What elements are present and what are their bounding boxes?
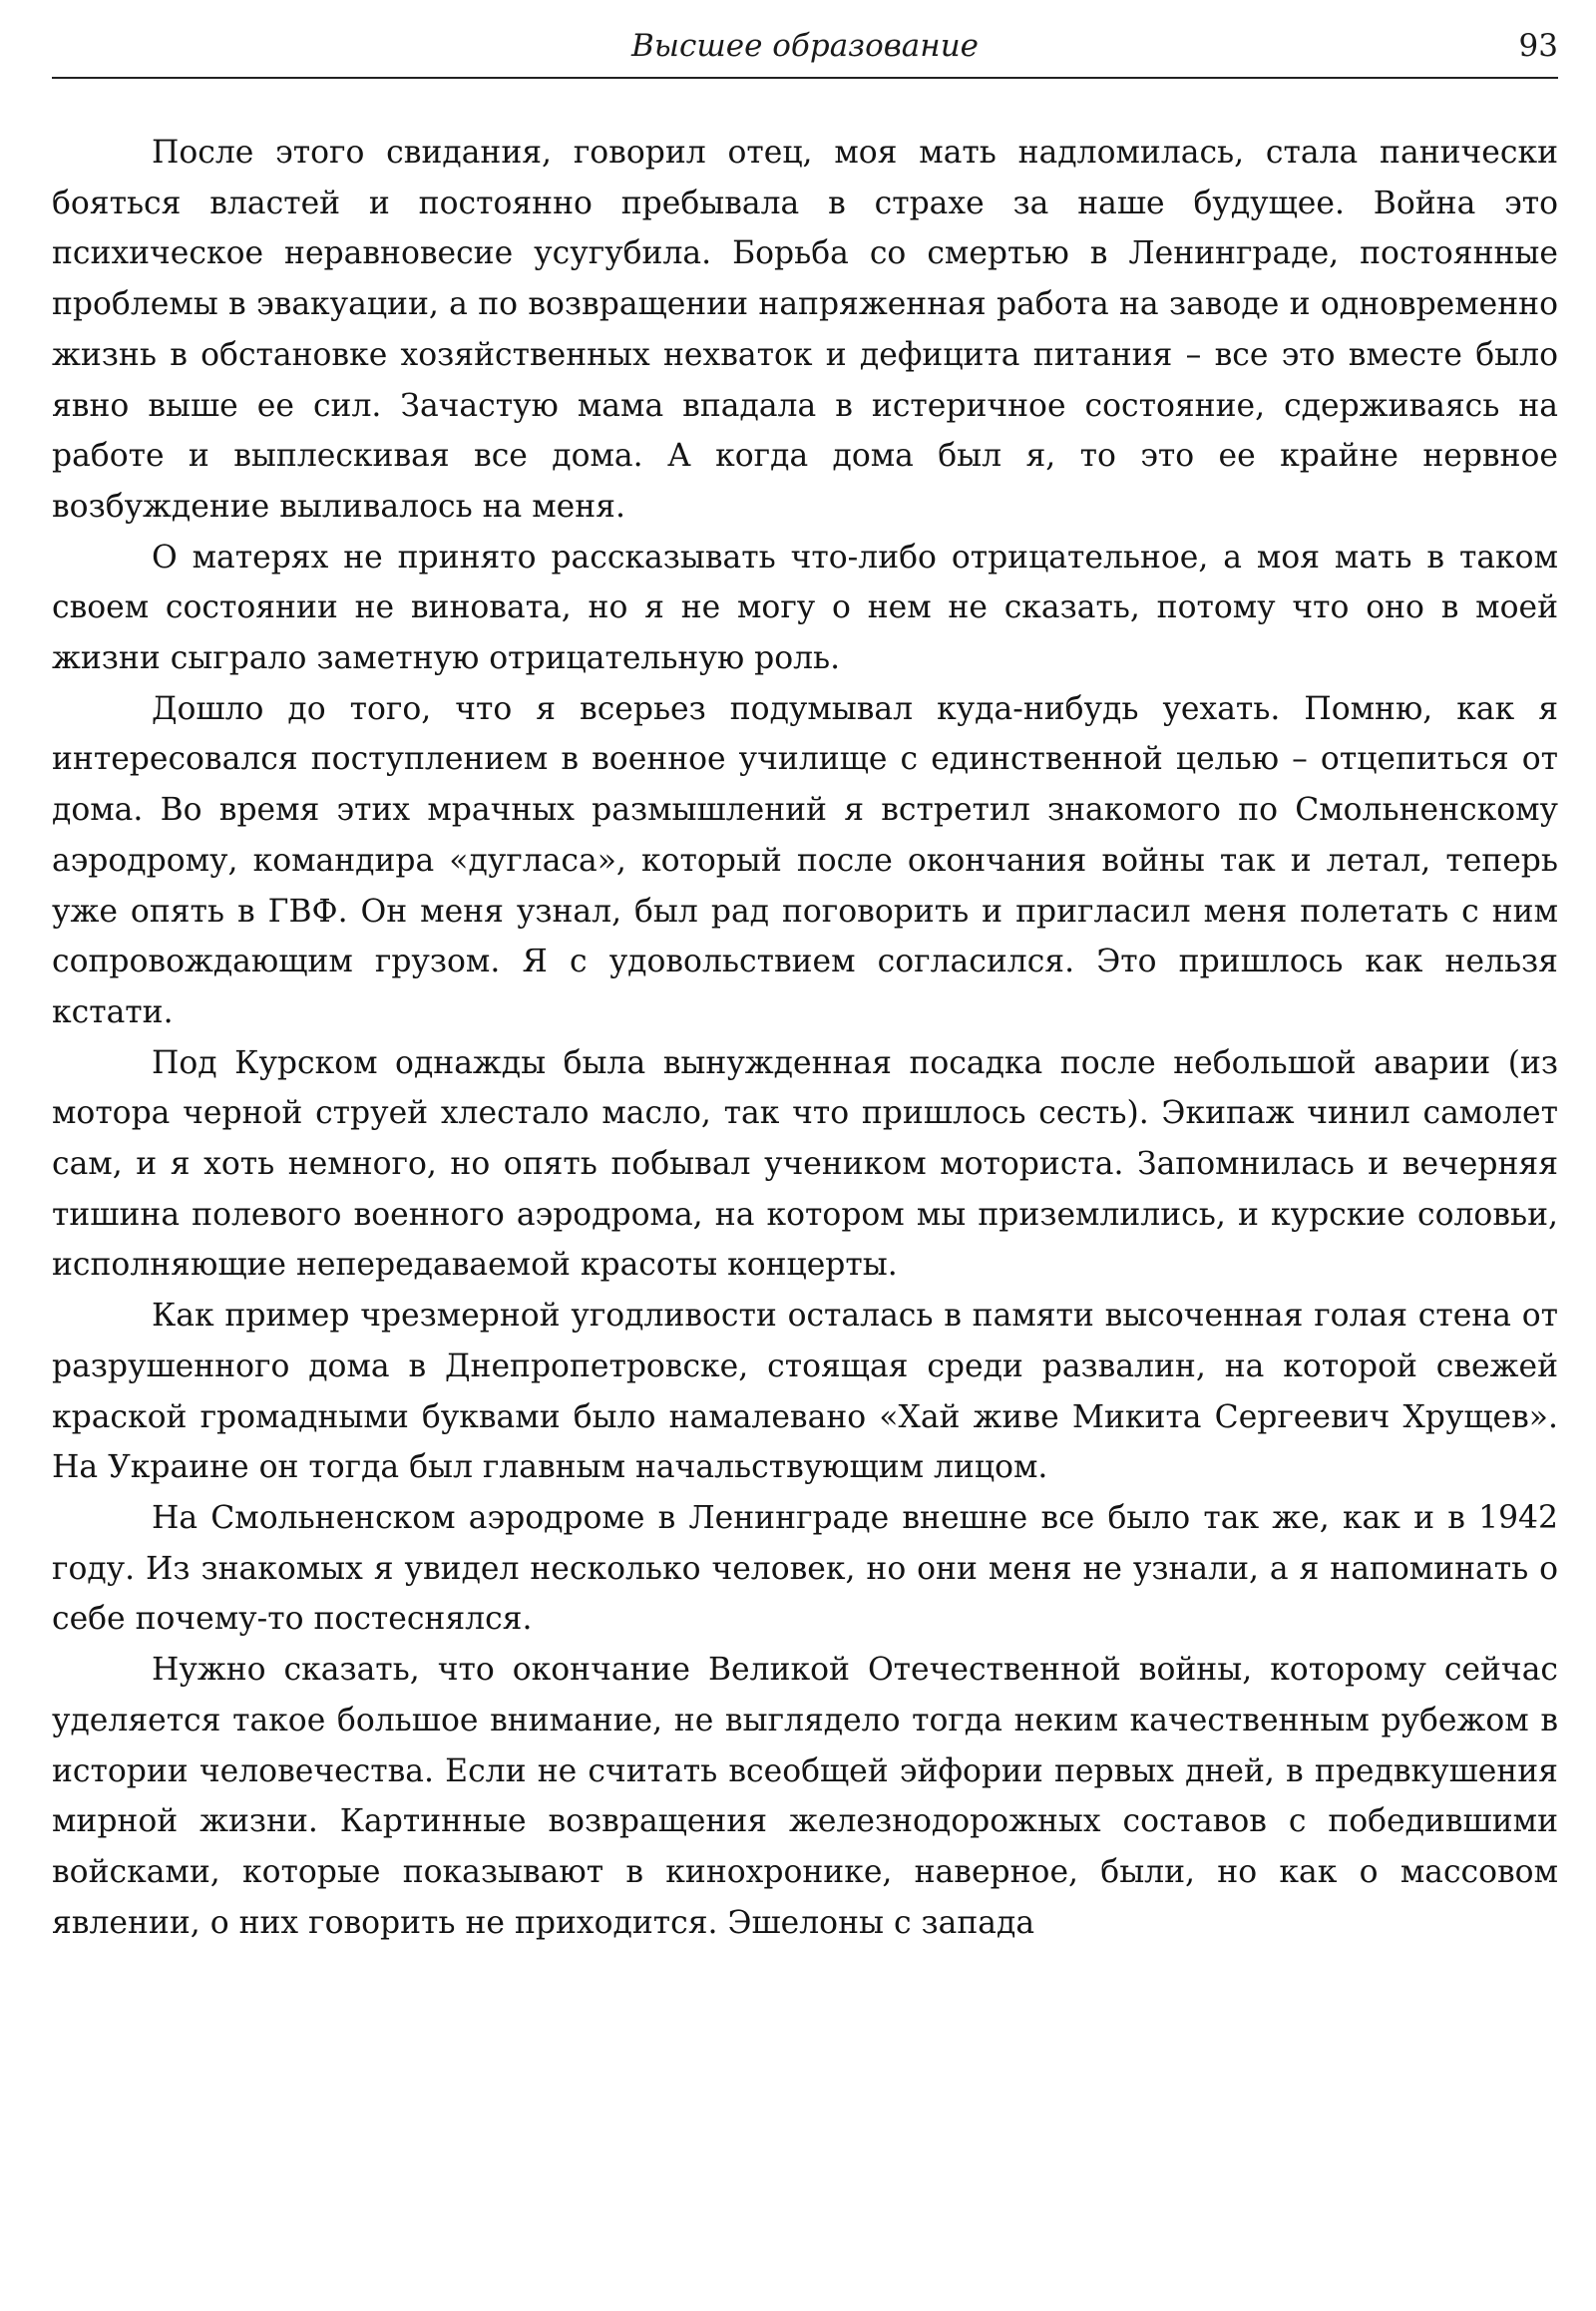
- paragraph: Под Курском однажды была вынужденная посадка после небольшой аварии (из мотора черной струей хлестало масло, так что пришлось сесть). Экипаж чинил самолет сам, и я хоть немного, но опять побывал учеником моториста. Запомнилась и вечерняя тишина полевого военного аэродрома, на котором мы приземлились, и курские соловьи, исполняющие непередаваемой красоты концерты.: [52, 1044, 1558, 1284]
- paragraph: Нужно сказать, что окончание Великой Отечественной войны, которому сейчас уделяется такое большое внимание, не выглядело тогда неким качественным рубежом в истории человечества. Если не считать всеобщей эйфории первых дней, в предвкушения мирной жизни. Картинные возвращения железнодорожных составов с победившими войсками, которые показывают в кинохронике, наверное, были, но как о массовом явлении, о них говорить не приходится. Эшелоны с запада: [52, 1652, 1558, 1941]
- body-text: [52, 128, 1558, 1948]
- paragraph: После этого свидания, говорил отец, моя мать надломилась, стала панически бояться властей и постоянно пребывала в страхе за наше будущее. Война это психическое неравновесие усугубила. Борьба со смертью в Ленинграде, постоянные проблемы в эвакуации, а по возвращении напряженная работа на заводе и одновременно жизнь в обстановке хозяйственных нехваток и дефицита питания – все это вместе было явно выше ее сил. Зачастую мама впадала в истеричное состояние, сдерживаясь на работе и выплескивая все дома. А когда дома был я, то это ее крайне нервное возбуждение выливалось на меня.: [52, 135, 1558, 525]
- header-rule: [52, 77, 1558, 79]
- paragraph: На Смольненском аэродроме в Ленинграде внешне все было так же, как и в 1942 году. Из знакомых я увидел несколько человек, но они меня не узнали, а я напоминать о себе почему-то постеснялся.: [52, 1499, 1558, 1638]
- paragraph: Дошло до того, что я всерьез подумывал куда-нибудь уехать. Помню, как я интересовался поступлением в военное училище с единственной целью – отцепиться от дома. Во время этих мрачных размышлений я встретил знакомого по Смольненскому аэродрому, командира «дугласа», который после окончания войны так и летал, теперь уже опять в ГВФ. Он меня узнал, был рад поговорить и пригласил меня полетать с ним сопровождающим грузом. Я с удовольствием согласился. Это пришлось как нельзя кстати.: [52, 690, 1558, 1030]
- paragraph: О матерях не принято рассказывать что-либо отрицательное, а моя мать в таком своем состоянии не виновата, но я не могу о нем не сказать, потому что оно в моей жизни сыграло заметную отрицательную роль.: [52, 539, 1558, 677]
- running-title: Высшее образование: [630, 28, 980, 64]
- book-page: [52, 0, 1558, 2311]
- page-number: 93: [1518, 28, 1558, 64]
- running-header: [52, 22, 1558, 74]
- paragraph: Как пример чрезмерной угодливости осталась в памяти высоченная голая стена от разрушенного дома в Днепропетровске, стоящая среди развалин, на которой свежей краской громадными буквами было намалевано «Хай живе Микита Сергеевич Хрущев». На Украине он тогда был главным начальствующим лицом.: [52, 1298, 1558, 1486]
